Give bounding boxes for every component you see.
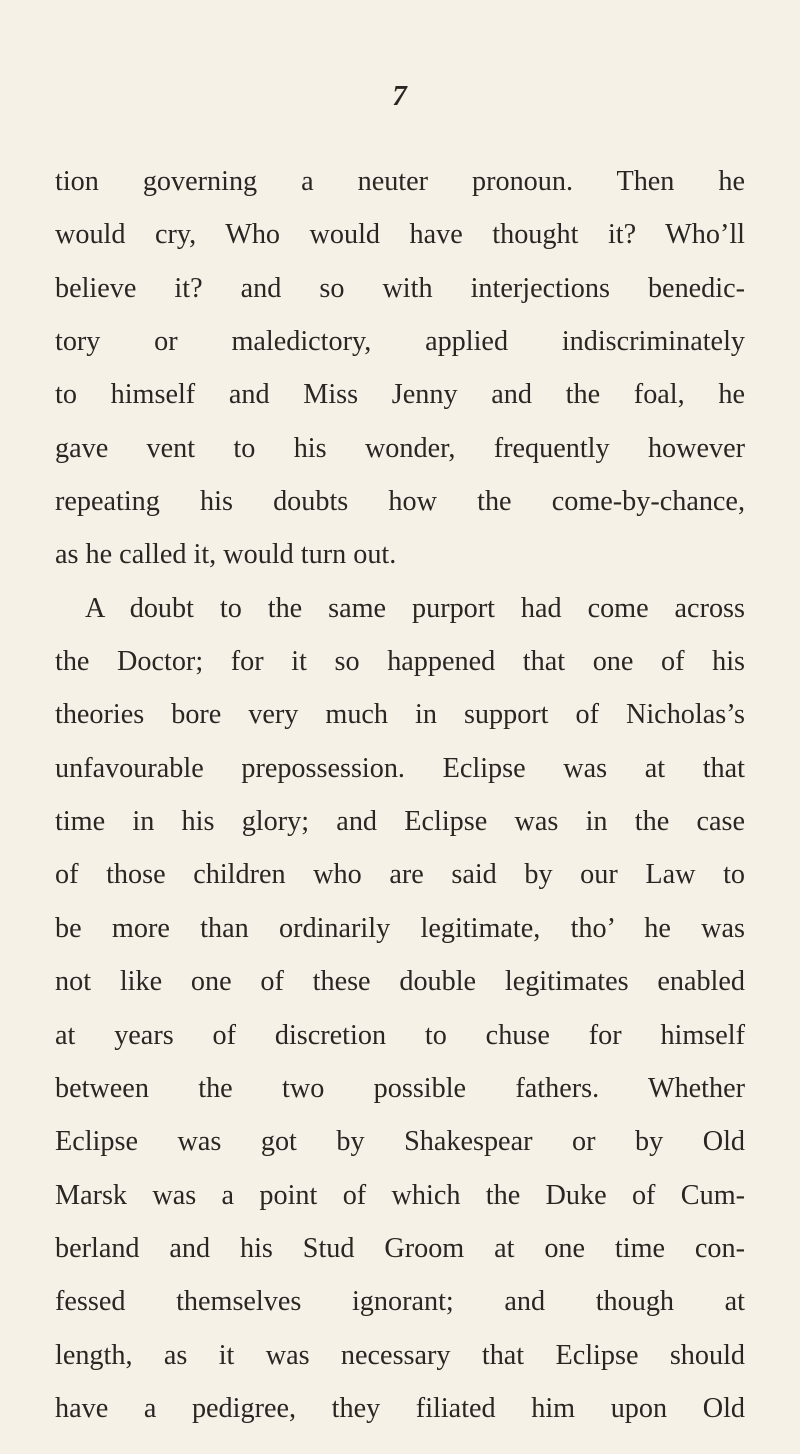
text-line: as he called it, would turn out. bbox=[55, 539, 397, 571]
text-line: time in his glory; and Eclipse was in the case bbox=[55, 806, 745, 838]
text-line: berland and his Stud Groom at one time con- bbox=[55, 1232, 745, 1264]
text-line: Eclipse was got by Shakespear or by Old bbox=[55, 1126, 745, 1158]
text-line: theories bore very much in support of Nicholas’s bbox=[55, 699, 745, 731]
text-line: would cry, Who would have thought it? Who’ll bbox=[55, 219, 745, 251]
text-line: repeating his doubts how the come-by-chance, bbox=[55, 486, 745, 518]
paragraph-start-line: A doubt to the same purport had come across bbox=[85, 592, 745, 624]
text-line: have a pedigree, they filiated him upon Old bbox=[55, 1392, 745, 1424]
text-line: fessed themselves ignorant; and though at bbox=[55, 1286, 745, 1318]
text-line: length, as it was necessary that Eclipse should bbox=[55, 1339, 745, 1371]
text-line: to himself and Miss Jenny and the foal, he bbox=[55, 379, 745, 411]
text-line: be more than ordinarily legitimate, tho’ he was bbox=[55, 912, 745, 944]
text-line: unfavourable prepossession. Eclipse was at that bbox=[55, 752, 745, 784]
text-line: at years of discretion to chuse for himself bbox=[55, 1019, 745, 1051]
body-text bbox=[55, 155, 745, 1435]
page-number: 7 bbox=[392, 80, 408, 112]
text-line: tory or maledictory, applied indiscriminately bbox=[55, 326, 745, 358]
text-line: gave vent to his wonder, frequently however bbox=[55, 432, 745, 464]
text-line: between the two possible fathers. Whether bbox=[55, 1072, 745, 1104]
text-line: not like one of these double legitimates enabled bbox=[55, 966, 745, 998]
text-line: the Doctor; for it so happened that one of his bbox=[55, 646, 745, 678]
text-line: believe it? and so with interjections benedic- bbox=[55, 272, 745, 304]
text-line: tion governing a neuter pronoun. Then he bbox=[55, 166, 745, 197]
text-line: of those children who are said by our Law to bbox=[55, 859, 745, 891]
text-line: Marsk was a point of which the Duke of Cum- bbox=[55, 1179, 745, 1211]
